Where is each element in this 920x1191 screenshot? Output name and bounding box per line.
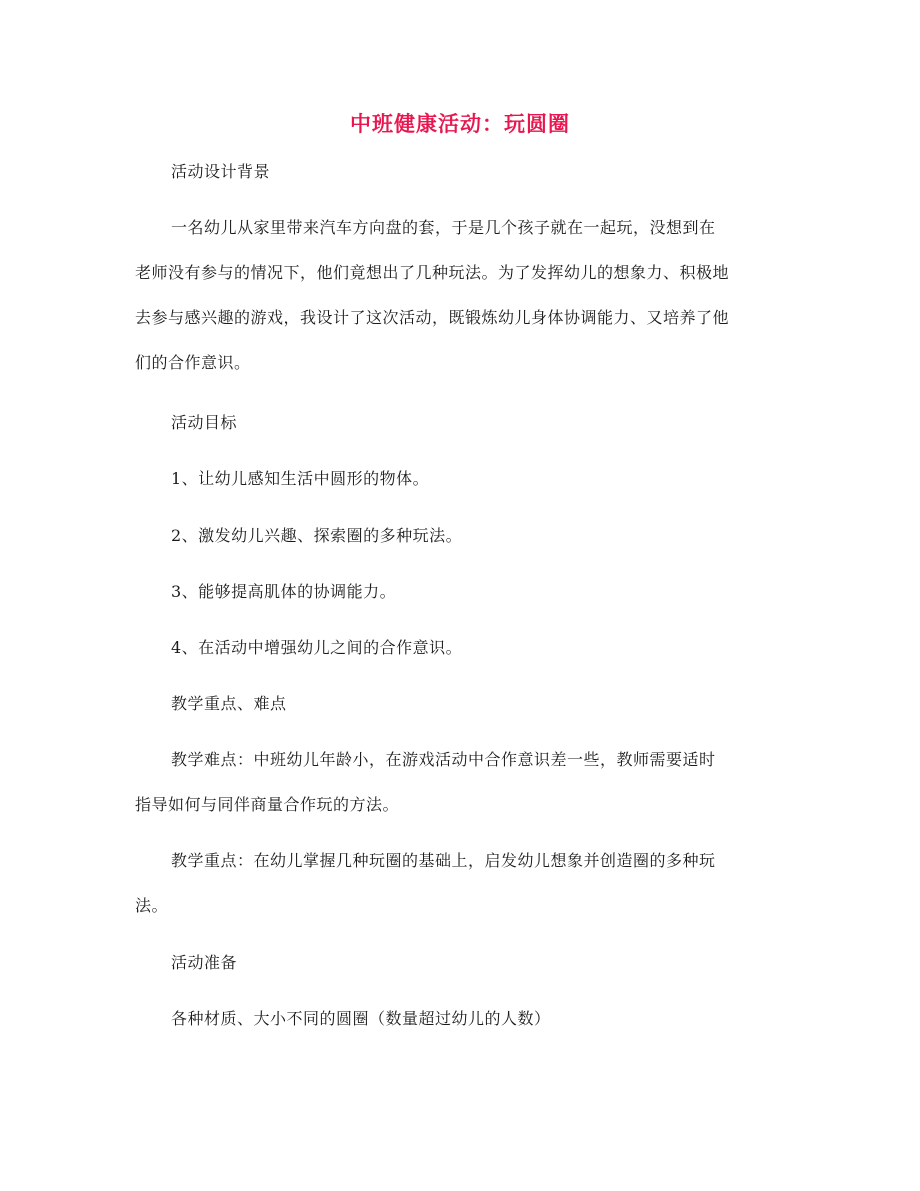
- difficulty-line: 教学难点：中班幼儿年龄小，在游戏活动中合作意识差一些，教师需要适时: [171, 750, 716, 769]
- background-line: 去参与感兴趣的游戏，我设计了这次活动，既锻炼幼儿身体协调能力、又培养了他: [135, 308, 730, 327]
- page-title: 中班健康活动：玩圆圈: [350, 112, 570, 136]
- focus-line: 教学重点：在幼儿掌握几种玩圈的基础上，启发幼儿想象并创造圈的多种玩: [171, 851, 716, 870]
- keypoints-heading: 教学重点、难点: [171, 694, 287, 713]
- goals-heading: 活动目标: [171, 413, 238, 432]
- prep-text: 各种材质、大小不同的圆圈（数量超过幼儿的人数）: [171, 1009, 551, 1028]
- goal-item: 3、能够提高肌体的协调能力。: [171, 582, 397, 601]
- background-line: 们的合作意识。: [135, 353, 251, 372]
- background-line: 老师没有参与的情况下，他们竟想出了几种玩法。为了发挥幼儿的想象力、积极地: [135, 263, 730, 282]
- goal-item: 2、激发幼儿兴趣、探索圈的多种玩法。: [171, 526, 463, 545]
- goal-item: 4、在活动中增强幼儿之间的合作意识。: [171, 638, 463, 657]
- focus-paragraph: [135, 843, 785, 924]
- prep-heading: 活动准备: [171, 953, 238, 972]
- background-paragraph: [135, 210, 785, 381]
- difficulty-paragraph: [135, 742, 785, 823]
- difficulty-line: 指导如何与同伴商量合作玩的方法。: [135, 795, 400, 814]
- focus-line: 法。: [135, 896, 169, 915]
- goal-item: 1、让幼儿感知生活中圆形的物体。: [171, 469, 430, 488]
- background-heading: 活动设计背景: [171, 162, 271, 181]
- background-line: 一名幼儿从家里带来汽车方向盘的套，于是几个孩子就在一起玩，没想到在: [171, 218, 716, 237]
